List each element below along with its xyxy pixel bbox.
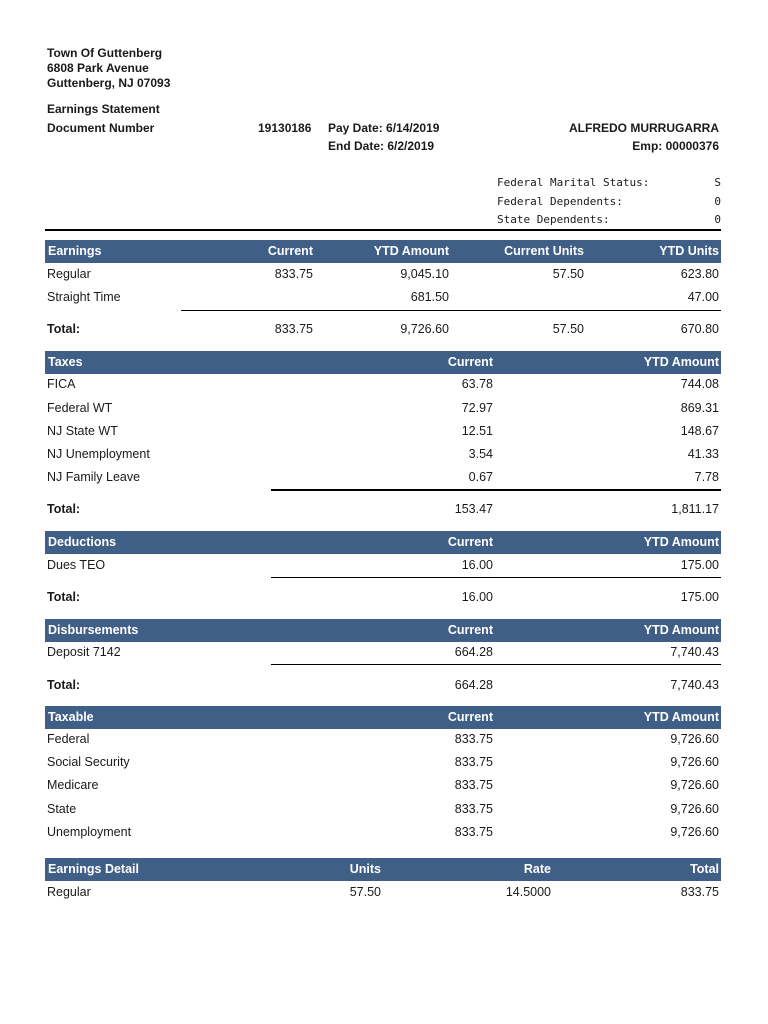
earnings-section-header [45, 240, 721, 263]
earnings-row [45, 290, 721, 308]
taxable-heading: Taxable [48, 710, 94, 724]
disbursements-total-row [45, 678, 721, 696]
disbursements-section-header [45, 619, 721, 642]
taxes-row-name: NJ State WT [47, 424, 118, 438]
taxable-col-current: Current [447, 710, 493, 724]
taxes-row-ytd: 41.33 [687, 447, 719, 461]
taxable-row-name: Unemployment [47, 825, 132, 839]
taxes-row-ytd: 7.78 [694, 470, 719, 484]
taxable-row [45, 732, 721, 750]
taxable-row-current: 833.75 [454, 732, 493, 746]
earnings-total-divider [181, 310, 721, 311]
earnings-detail-col-rate: Rate [523, 862, 551, 876]
taxes-total-current: 153.47 [454, 502, 493, 516]
taxable-row-name: State [47, 802, 77, 816]
earnings-row-ytd: 9,045.10 [400, 267, 449, 281]
disbursements-row-current: 664.28 [454, 645, 493, 659]
taxes-row-current: 72.97 [461, 401, 493, 415]
earnings-row-ytd-units: 47.00 [687, 290, 719, 304]
document-number-label: Document Number [47, 121, 155, 135]
taxable-row-current: 833.75 [454, 755, 493, 769]
deductions-row-current: 16.00 [461, 558, 493, 572]
deductions-total-row [45, 590, 721, 608]
taxable-row-current: 833.75 [454, 778, 493, 792]
taxes-row-ytd: 744.08 [680, 377, 719, 391]
taxes-row-current: 63.78 [461, 377, 493, 391]
disbursements-total-current: 664.28 [454, 678, 493, 692]
earnings-detail-row [45, 885, 721, 903]
taxable-section-header [45, 706, 721, 729]
header-divider [45, 229, 721, 231]
taxable-row-ytd: 9,726.60 [670, 732, 719, 746]
taxes-total-row [45, 502, 721, 520]
deductions-total-current: 16.00 [461, 590, 493, 604]
federal-marital-status-value: S [714, 176, 721, 189]
taxes-row [45, 470, 721, 488]
taxable-row-name: Medicare [47, 778, 99, 792]
earnings-col-current-units: Current Units [504, 244, 584, 258]
taxes-row-name: FICA [47, 377, 76, 391]
earnings-row-current-units: 57.50 [552, 267, 584, 281]
taxable-row-name: Social Security [47, 755, 130, 769]
deductions-total-ytd: 175.00 [680, 590, 719, 604]
taxes-row [45, 447, 721, 465]
employer-name: Town Of Guttenberg [47, 46, 163, 60]
earnings-detail-row-rate: 14.5000 [505, 885, 551, 899]
disbursements-col-ytd-amount: YTD Amount [643, 623, 719, 637]
earnings-detail-row-name: Regular [47, 885, 91, 899]
state-dependents-label: State Dependents: [497, 213, 610, 226]
disbursements-row-name: Deposit 7142 [47, 645, 121, 659]
earnings-detail-section-header [45, 858, 721, 881]
federal-dependents-value: 0 [714, 195, 721, 208]
statement-title: Earnings Statement [47, 102, 160, 116]
state-dependents-value: 0 [714, 213, 721, 226]
disbursements-col-current: Current [447, 623, 493, 637]
taxable-row [45, 755, 721, 773]
taxable-row [45, 778, 721, 796]
earnings-col-current: Current [267, 244, 313, 258]
earnings-detail-heading: Earnings Detail [48, 862, 139, 876]
earnings-detail-row-total: 833.75 [680, 885, 719, 899]
taxable-row-name: Federal [47, 732, 90, 746]
federal-dependents-label: Federal Dependents: [497, 195, 623, 208]
earnings-col-ytd-amount: YTD Amount [373, 244, 449, 258]
earnings-total-ytd: 9,726.60 [400, 322, 449, 336]
deductions-heading: Deductions [48, 535, 117, 549]
deductions-row-name: Dues TEO [47, 558, 106, 572]
earnings-col-ytd-units: YTD Units [659, 244, 719, 258]
disbursements-total-divider [271, 664, 721, 665]
employer-address-line2: Guttenberg, NJ 07093 [47, 76, 171, 90]
taxes-row [45, 377, 721, 395]
deductions-section-header [45, 531, 721, 554]
taxes-row-current: 12.51 [461, 424, 493, 438]
taxes-row-name: Federal WT [47, 401, 113, 415]
taxes-row [45, 424, 721, 442]
taxable-row [45, 802, 721, 820]
earnings-detail-col-total: Total [690, 862, 719, 876]
taxes-row-ytd: 869.31 [680, 401, 719, 415]
disbursements-row [45, 645, 721, 663]
earnings-total-current: 833.75 [274, 322, 313, 336]
earnings-total-current-units: 57.50 [552, 322, 584, 336]
employer-address-line1: 6808 Park Avenue [47, 61, 149, 75]
taxes-col-current: Current [447, 355, 493, 369]
taxable-row-ytd: 9,726.60 [670, 802, 719, 816]
earnings-detail-row-units: 57.50 [349, 885, 381, 899]
document-number-value: 19130186 [258, 121, 312, 135]
deductions-total-label: Total: [47, 590, 81, 604]
taxes-section-header [45, 351, 721, 374]
taxes-row-current: 3.54 [468, 447, 493, 461]
taxable-row-current: 833.75 [454, 802, 493, 816]
taxes-total-ytd: 1,811.17 [671, 502, 719, 516]
employee-name: ALFREDO MURRUGARRA [569, 121, 719, 135]
earnings-row-name: Regular [47, 267, 91, 281]
employee-id: Emp: 00000376 [632, 139, 719, 153]
end-date: End Date: 6/2/2019 [328, 139, 435, 153]
taxes-total-label: Total: [47, 502, 81, 516]
deductions-total-divider [271, 577, 721, 578]
earnings-row-current: 833.75 [274, 267, 313, 281]
taxable-row-current: 833.75 [454, 825, 493, 839]
earnings-total-label: Total: [47, 322, 81, 336]
deductions-col-current: Current [447, 535, 493, 549]
earnings-row-ytd: 681.50 [410, 290, 449, 304]
taxes-col-ytd-amount: YTD Amount [643, 355, 719, 369]
disbursements-total-label: Total: [47, 678, 81, 692]
disbursements-row-ytd: 7,740.43 [670, 645, 719, 659]
earnings-row [45, 267, 721, 285]
taxes-row-ytd: 148.67 [680, 424, 719, 438]
earnings-row-name: Straight Time [47, 290, 121, 304]
earnings-heading: Earnings [48, 244, 102, 258]
deductions-col-ytd-amount: YTD Amount [643, 535, 719, 549]
deductions-row [45, 558, 721, 576]
pay-date: Pay Date: 6/14/2019 [328, 121, 440, 135]
taxable-row-ytd: 9,726.60 [670, 825, 719, 839]
taxes-row-name: NJ Unemployment [47, 447, 150, 461]
taxable-row-ytd: 9,726.60 [670, 755, 719, 769]
earnings-total-row [45, 322, 721, 340]
taxable-row-ytd: 9,726.60 [670, 778, 719, 792]
taxes-row-current: 0.67 [468, 470, 493, 484]
earnings-detail-col-units: Units [349, 862, 381, 876]
taxable-row [45, 825, 721, 843]
taxes-total-divider [271, 489, 721, 491]
disbursements-total-ytd: 7,740.43 [670, 678, 719, 692]
federal-marital-status-label: Federal Marital Status: [497, 176, 650, 189]
earnings-row-ytd-units: 623.80 [680, 267, 719, 281]
taxes-row [45, 401, 721, 419]
deductions-row-ytd: 175.00 [680, 558, 719, 572]
taxes-heading: Taxes [48, 355, 83, 369]
disbursements-heading: Disbursements [48, 623, 139, 637]
earnings-total-ytd-units: 670.80 [680, 322, 719, 336]
taxes-row-name: NJ Family Leave [47, 470, 141, 484]
taxable-col-ytd-amount: YTD Amount [643, 710, 719, 724]
